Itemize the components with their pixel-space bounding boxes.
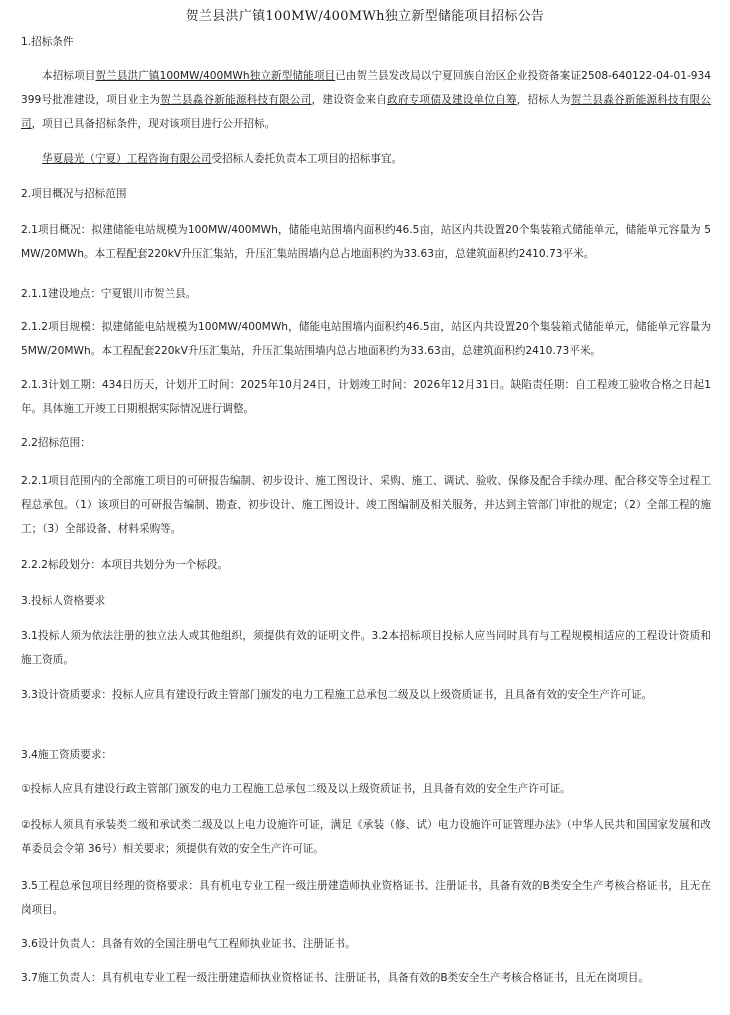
construction-qualification-heading: 3.4施工资质要求： bbox=[21, 749, 113, 761]
tender-agent: 华夏晨光（宁夏）工程咨询有限公司 bbox=[42, 153, 212, 165]
construction-qualification-2: ②投标人须具有承装类二级和承试类二级及以上电力设施许可证，满足《承装（修、试）电力设施许可证管理办法》（中华人民共和国国家发展和改革委员会令第 36号）相关要求；须提供有效的安全生产许可证。 bbox=[21, 819, 711, 855]
construction-location: 2.1.1建设地点：宁夏银川市贺兰县。 bbox=[21, 288, 197, 300]
design-qualification: 3.3设计资质要求：投标人应具有建设行政主管部门颁发的电力工程施工总承包二级及以上级资质证书，且具备有效的安全生产许可证。 bbox=[21, 689, 653, 701]
bidder-legal-requirement: 3.1投标人须为依法注册的独立法人或其他组织，须提供有效的证明文件。3.2本招标项目投标人应当同时具有与工程规模相适应的工程设计资质和施工资质。 bbox=[21, 630, 711, 666]
design-lead-requirement: 3.6设计负责人：具备有效的全国注册电气工程师执业证书、注册证书。 bbox=[21, 938, 356, 950]
funding-source: 政府专项债及建设单位自筹 bbox=[387, 94, 517, 106]
project-overview: 2.1项目概况：拟建储能电站规模为100MW/400MWh，储能电站围墙内面积约46.5亩，站区内共设置20个集装箱式储能单元，储能单元容量为 5MW/20MWh。本工程配套220kV升压汇集站，升压汇集站围墙内总占地面积约为33.63亩，总建筑面积约2410.73平米。 bbox=[21, 224, 711, 260]
document-title: 贺兰县洪广镇100MW/400MWh独立新型储能项目招标公告 bbox=[185, 9, 545, 24]
construction-qualification-1: ①投标人应具有建设行政主管部门颁发的电力工程施工总承包二级及以上级资质证书，且具备有效的安全生产许可证。 bbox=[21, 783, 571, 795]
section-2-heading: 2.项目概况与招标范围 bbox=[21, 188, 127, 200]
tender-scope-detail: 2.2.1项目范围内的全部施工项目的可研报告编制、初步设计、施工图设计、采购、施工、调试、验收、保修及配合手续办理、配合移交等全过程工程总承包。（1）该项目的可研报告编制、勘查、初步设计、施工图设计、竣工图编制及相关服务，并达到主管部门审批的规定；（2）全部工程的施工；（3）全部设备、材料采购等。 bbox=[21, 475, 711, 535]
construction-lead-requirement: 3.7施工负责人：具有机电专业工程一级注册建造师执业资格证书、注册证书，具备有效的B类安全生产考核合格证书，且无在岗项目。 bbox=[21, 972, 649, 984]
section-3-heading: 3.投标人资格要求 bbox=[21, 595, 106, 607]
tender-scope-heading: 2.2招标范围： bbox=[21, 437, 91, 449]
project-scale: 2.1.2项目规模：拟建储能电站规模为100MW/400MWh，储能电站围墙内面积约46.5亩，站区内共设置20个集装箱式储能单元，储能单元容量为5MW/20MWh。本工程配套220kV升压汇集站，升压汇集站围墙内总占地面积约为33.63亩，总建筑面积约2410.73平米。 bbox=[21, 321, 711, 357]
lot-division: 2.2.2标段划分：本项目共划分为一个标段。 bbox=[21, 559, 229, 571]
tenderer-name: 贺兰县淼谷新能源科技有限公司 bbox=[21, 94, 712, 130]
section-1-heading: 1.招标条件 bbox=[21, 36, 74, 48]
project-name: 贺兰县洪广镇100MW/400MWh独立新型储能项目 bbox=[95, 70, 336, 82]
planned-duration: 2.1.3计划工期：434日历天，计划开工时间：2025年10月24日，计划竣工时间：2026年12月31日。缺陷责任期：自工程竣工验收合格之日起1年。具体施工开竣工日期根据实际情况进行调整。 bbox=[21, 379, 711, 415]
project-manager-requirement: 3.5工程总承包项目经理的资格要求：具有机电专业工程一级注册建造师执业资格证书、注册证书，具备有效的B类安全生产考核合格证书，且无在岗项目。 bbox=[21, 880, 711, 916]
project-owner: 贺兰县淼谷新能源科技有限公司 bbox=[160, 94, 312, 106]
tender-conditions-paragraph: 本招标项目贺兰县洪广镇100MW/400MWh独立新型储能项目已由贺兰县发改局以宁夏回族自治区企业投资备案证2508-640122-04-01-934399号批准建设，项目业主为贺兰县淼谷新能源科技有限公司，建设资金来自政府专项债及建设单位自筹，招标人为贺兰县淼谷新能源科技有限公司，项目已具备招标条件，现对该项目进行公开招标。 bbox=[21, 70, 712, 130]
agent-paragraph: 华夏晨光（宁夏）工程咨询有限公司受招标人委托负责本工项目的招标事宜。 bbox=[42, 153, 403, 165]
